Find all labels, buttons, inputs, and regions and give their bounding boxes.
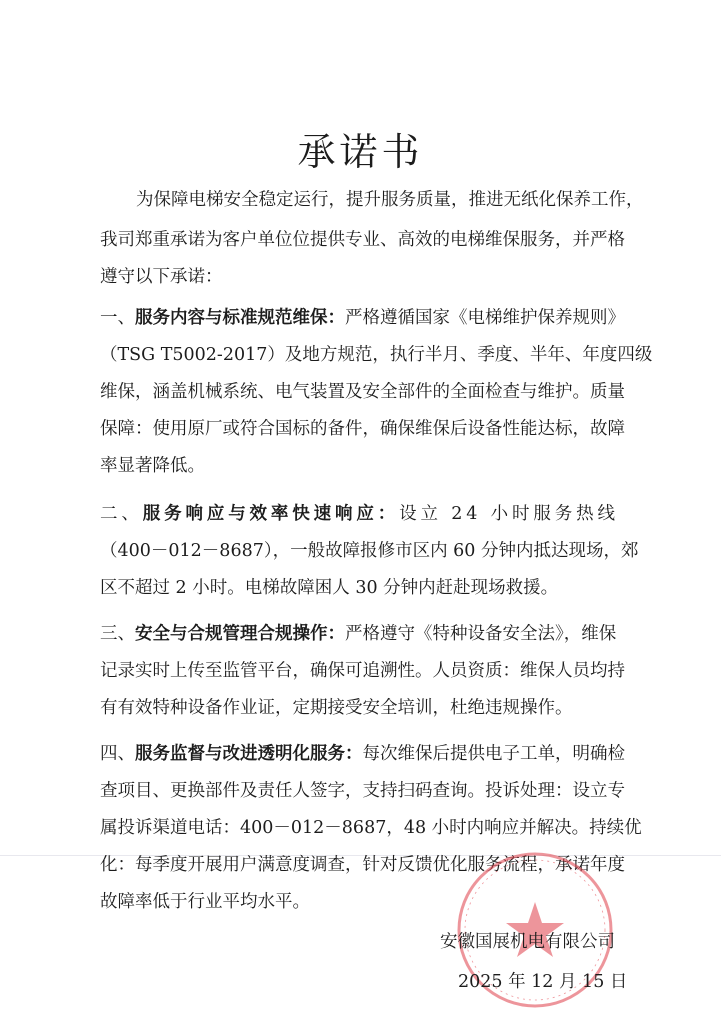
- text-segment: 有有效特种设备作业证，定期接受安全培训，杜绝违规操作。: [100, 698, 573, 718]
- section-heading: 服务监督与改进透明化服务：: [135, 744, 363, 764]
- text-segment: （400－012－8687），一般故障报修市区内 60 分钟内抵达现场，郊: [100, 541, 639, 561]
- text-line: [100, 576, 615, 600]
- text-segment: 三、: [100, 624, 135, 644]
- text-segment: 设立 24 小时服务热线: [399, 504, 619, 524]
- text-segment: 维保，涵盖机械系统、电气装置及安全部件的全面检查与维护。质量: [100, 382, 625, 402]
- text-segment: 遵守以下承诺：: [100, 267, 223, 287]
- text-segment: 严格遵守《特种设备安全法》，维保: [345, 624, 617, 644]
- section-heading: 服务响应与效率快速响应：: [142, 504, 400, 524]
- text-line: [100, 228, 625, 252]
- text-segment: 二、: [100, 504, 143, 524]
- text-line: [100, 659, 625, 683]
- text-line: [136, 188, 644, 212]
- text-segment: 化：每季度开展用户满意度调查，针对反馈优化服务流程，承诺年度: [100, 855, 625, 875]
- text-segment: 每次维保后提供电子工单，明确检: [362, 744, 625, 764]
- text-segment: 属投诉渠道电话：400－012－8687，48 小时内响应并解决。持续优: [100, 818, 642, 838]
- text-line: [100, 816, 642, 840]
- text-line: [100, 380, 625, 404]
- text-segment: 查项目、更换部件及责任人签字，支持扫码查询。投诉处理：设立专: [100, 781, 625, 801]
- section-heading: 安全与合规管理合规操作：: [135, 624, 345, 644]
- text-line: [100, 265, 615, 289]
- text-segment: 率显著降低。: [100, 456, 205, 476]
- section-heading: 服务内容与标准规范维保：: [135, 308, 345, 328]
- text-line: [100, 343, 653, 367]
- text-segment: 四、: [100, 744, 135, 764]
- text-segment: 严格遵循国家《电梯维护保养规则》: [345, 308, 625, 328]
- text-segment: 记录实时上传至监管平台，确保可追溯性。人员资质：维保人员均持: [100, 661, 625, 681]
- text-segment: 保障：使用原厂或符合国标的备件，确保维保后设备性能达标，故障: [100, 419, 625, 439]
- document-title: 承诺书: [297, 130, 424, 174]
- text-line: [100, 502, 619, 526]
- text-segment: 区不超过 2 小时。电梯故障困人 30 分钟内赶赴现场救援。: [100, 578, 559, 598]
- text-segment: 故障率低于行业平均水平。: [100, 892, 310, 912]
- text-segment: 为保障电梯安全稳定运行，提升服务质量，推进无纸化保养工作，: [136, 190, 644, 210]
- text-line: [100, 454, 615, 478]
- text-line: [100, 539, 639, 563]
- text-line: [100, 622, 615, 646]
- signing-date: 2025 年 12 月 15 日: [458, 972, 628, 992]
- text-line: [100, 742, 625, 766]
- text-segment: 一、: [100, 308, 135, 328]
- text-line: [100, 696, 615, 720]
- text-line: [100, 306, 625, 330]
- text-line: [100, 417, 625, 441]
- company-name: 安徽国展机电有限公司: [440, 932, 615, 952]
- text-line: [100, 779, 625, 803]
- text-segment: （TSG T5002-2017）及地方规范，执行半月、季度、半年、年度四级: [100, 345, 653, 365]
- text-segment: 我司郑重承诺为客户单位位提供专业、高效的电梯维保服务，并严格: [100, 230, 625, 250]
